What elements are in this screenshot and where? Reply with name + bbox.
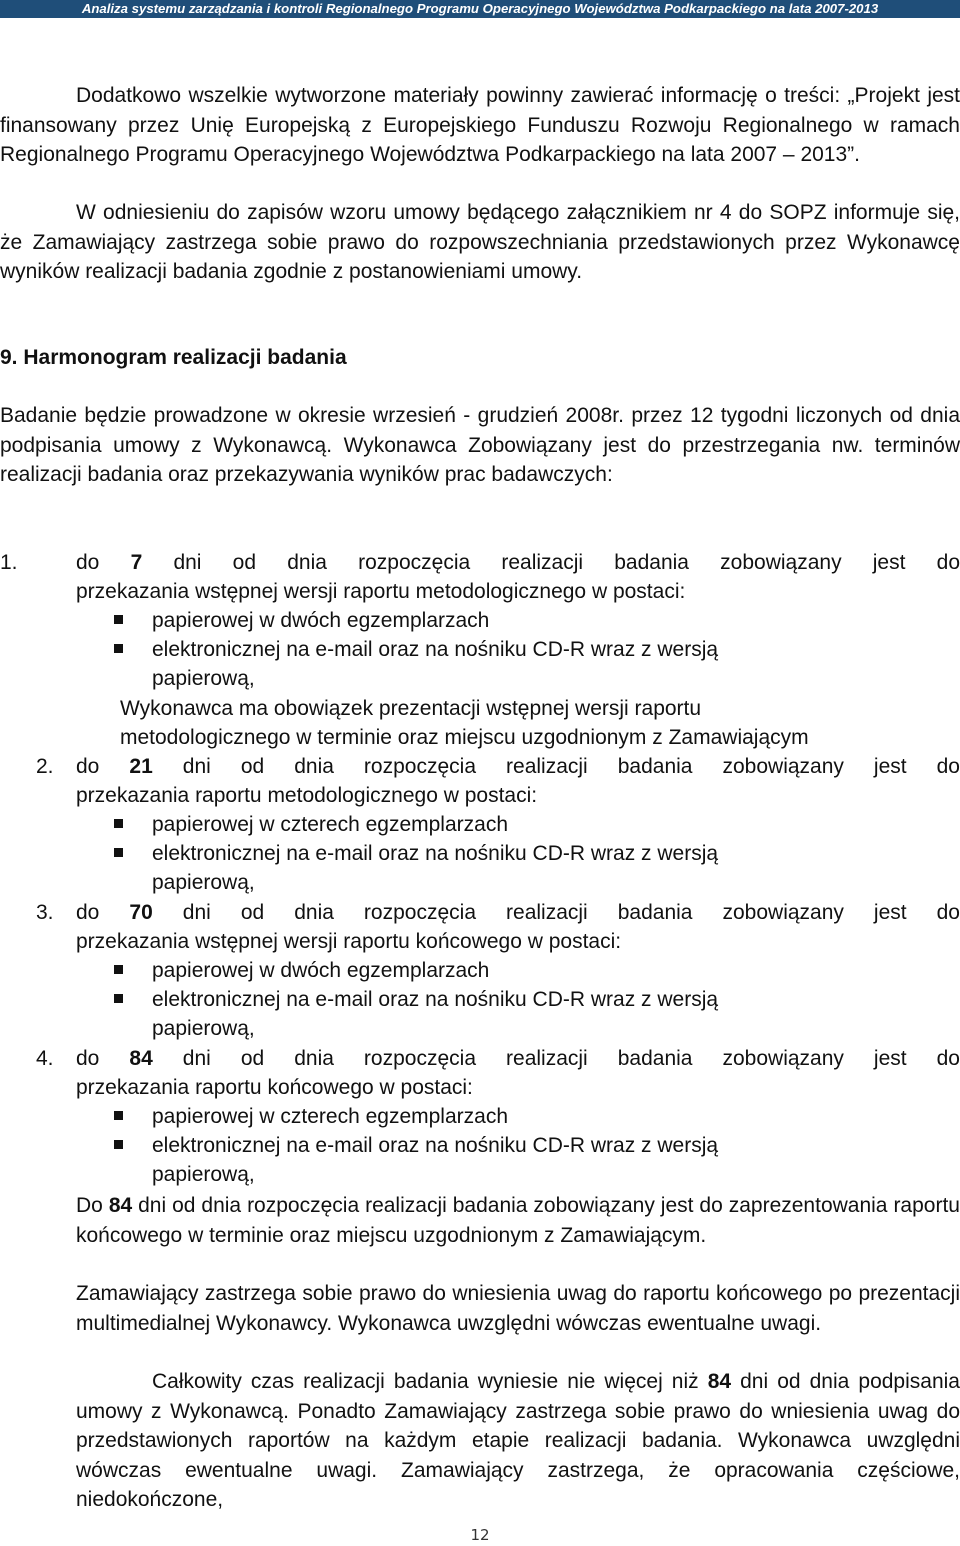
bullet-square-icon [114, 994, 123, 1003]
item-line-2: przekazania raportu końcowego w postaci: [76, 1076, 473, 1099]
bullet-text: papierowej w dwóch egzemplarzach [152, 609, 490, 632]
bullet-square-icon [114, 615, 123, 624]
item-days: 84 [129, 1047, 153, 1070]
item-line: do 7 dni od dnia rozpoczęcia realizacji badania zobowiązany jest do [76, 551, 960, 574]
paragraph-total: Całkowity czas realizacji badania wyniesie nie więcej niż 84 dni od dnia podpisania umowy z Wykonawcą. Ponadto Zamawiający zastrzega sobie prawo do wniesienia uwag do przedstawionych raportów na każdym etapie realizacji badania. Wykonawca uwzględni wówczas ewentualne uwagi. Zamawiający zastrzega, że opracowania częściowe, niedokończone, [76, 1370, 960, 1511]
item-line: do 84 dni od dnia rozpoczęcia realizacji badania zobowiązany jest do [76, 1047, 960, 1070]
bullet-square-icon [114, 1111, 123, 1120]
item-days: 7 [130, 551, 143, 574]
paragraph-sopz-text: W odniesieniu do zapisów wzoru umowy będącego załącznikiem nr 4 do SOPZ informuje się, że Zamawiający zastrzega sobie prawo do rozpowszechniania przedstawionych przez Wykonawcę wyników realizacji badania zgodnie z postanowieniami umowy. [0, 201, 960, 283]
item-line-2: przekazania wstępnej wersji raportu końcowego w postaci: [76, 930, 622, 953]
item-line-2: przekazania wstępnej wersji raportu metodologicznego w postaci: [76, 580, 686, 603]
item-number: 2. [36, 755, 54, 778]
bullet-square-icon [114, 819, 123, 828]
bullet-square-icon [114, 848, 123, 857]
bullet-text: papierowej w dwóch egzemplarzach [152, 959, 490, 982]
bullet-text: papierowej w czterech egzemplarzach [152, 1105, 509, 1128]
bullet-text-cont: papierową, [152, 1017, 255, 1040]
bullet-square-icon [114, 965, 123, 974]
item-days: 21 [129, 755, 153, 778]
item-note: Wykonawca ma obowiązek prezentacji wstępnej wersji raportu [120, 697, 702, 720]
bullet-text: elektronicznej na e-mail oraz na nośniku CD-R wraz z wersją [152, 638, 719, 661]
bullet-text: elektronicznej na e-mail oraz na nośniku CD-R wraz z wersją [152, 988, 719, 1011]
item-line: do 21 dni od dnia rozpoczęcia realizacji badania zobowiązany jest do [76, 755, 960, 778]
paragraph-remarks: Zamawiający zastrzega sobie prawo do wniesienia uwag do raportu końcowego po prezentacji multimedialnej Wykonawcy. Wykonawca uwzględni wówczas ewentualne uwagi. [76, 1282, 960, 1335]
item-line: do 70 dni od dnia rozpoczęcia realizacji badania zobowiązany jest do [76, 901, 960, 924]
item-number: 4. [36, 1047, 54, 1070]
item-days: 70 [129, 901, 153, 924]
item-number: 1. [0, 551, 18, 574]
bullet-text-cont: papierową, [152, 667, 255, 690]
bullet-text-cont: papierową, [152, 871, 255, 894]
item-number: 3. [36, 901, 54, 924]
item-note-cont: metodologicznego w terminie oraz miejscu uzgodnionym z Zamawiającym [120, 726, 809, 749]
section-heading: 9. Harmonogram realizacji badania [0, 346, 347, 369]
page-number: 12 [470, 1526, 490, 1544]
running-header: Analiza systemu zarządzania i kontroli Regionalnego Programu Operacyjnego Województwa Podkarpackiego na lata 2007-2013 [0, 0, 960, 18]
paragraph-presentation: Do 84 dni od dnia rozpoczęcia realizacji badania zobowiązany jest do zaprezentowania raportu końcowego w terminie oraz miejscu uzgodnionym z Zamawiającym. [76, 1194, 960, 1247]
bullet-text-cont: papierową, [152, 1163, 255, 1186]
bullet-text: papierowej w czterech egzemplarzach [152, 813, 509, 836]
presentation-days: 84 [108, 1194, 133, 1217]
bullet-text: elektronicznej na e-mail oraz na nośniku CD-R wraz z wersją [152, 1134, 719, 1157]
bullet-text: elektronicznej na e-mail oraz na nośniku CD-R wraz z wersją [152, 842, 719, 865]
bullet-square-icon [114, 644, 123, 653]
paragraph-materials: Dodatkowo wszelkie wytworzone materiały powinny zawierać informację o treści: „Projekt jest finansowany przez Unię Europejską z Europejskiego Funduszu Rozwoju Regionalnego w ramach Regionalnego Programu Operacyjnego Województwa Podkarpackiego na lata 2007 – 2013”. [0, 84, 960, 166]
paragraph-schedule: Badanie będzie prowadzone w okresie wrzesień - grudzień 2008r. przez 12 tygodni liczonych od dnia podpisania umowy z Wykonawcą. Wykonawca Zobowiązany jest do przestrzegania nw. terminów realizacji badania oraz przekazywania wyników prac badawczych: [0, 404, 960, 486]
bullet-square-icon [114, 1140, 123, 1149]
total-days: 84 [707, 1370, 732, 1393]
item-line-2: przekazania raportu metodologicznego w postaci: [76, 784, 538, 807]
